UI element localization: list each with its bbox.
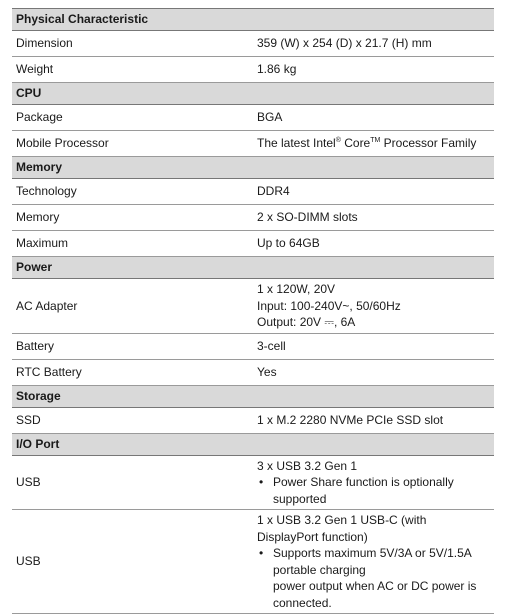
- spec-value: [253, 131, 494, 157]
- section-title: Physical Characteristic: [12, 9, 494, 31]
- spec-row-package: [12, 105, 494, 131]
- bullet-text-continuation: power output when AC or DC power is connected.: [273, 579, 477, 610]
- specification-table: [12, 8, 494, 614]
- spec-row-battery: [12, 333, 494, 359]
- spec-value: [253, 455, 494, 510]
- spec-row-weight: [12, 57, 494, 83]
- section-title: Memory: [12, 157, 494, 179]
- usb-a-bullet-item: [257, 474, 490, 507]
- registered-mark: ®: [335, 137, 341, 145]
- spec-value: [253, 510, 494, 614]
- spec-value: Up to 64GB: [253, 231, 494, 257]
- spec-row-usb-a: [12, 455, 494, 510]
- processor-text-post: Processor Family: [380, 136, 477, 151]
- spec-value: BGA: [253, 105, 494, 131]
- bullet-icon: •: [259, 546, 264, 560]
- spec-row-dimension: [12, 31, 494, 57]
- section-header-io-port: [12, 433, 494, 455]
- section-header-storage: [12, 385, 494, 407]
- spec-value: 359 (W) x 254 (D) x 21.7 (H) mm: [253, 31, 494, 57]
- spec-row-ssd: [12, 407, 494, 433]
- usb-c-bullet-item: [257, 545, 490, 578]
- section-title: I/O Port: [12, 433, 494, 455]
- spec-value: Yes: [253, 359, 494, 385]
- processor-text-pre: The latest Intel: [257, 136, 336, 151]
- spec-label: Battery: [12, 333, 253, 359]
- usb-c-count-line: 1 x USB 3.2 Gen 1 USB-C (with DisplayPort function): [257, 513, 427, 544]
- ac-output-line: Output: 20V ⎓, 6A: [257, 315, 356, 329]
- processor-text-mid: Core: [340, 136, 371, 151]
- section-title: Power: [12, 257, 494, 279]
- spec-value: 1 x M.2 2280 NVMe PCIe SSD slot: [253, 407, 494, 433]
- spec-label: USB: [12, 455, 253, 510]
- trademark-mark: TM: [370, 137, 381, 145]
- spec-row-rtc-battery: [12, 359, 494, 385]
- section-header-physical: [12, 9, 494, 31]
- spec-label: Package: [12, 105, 253, 131]
- bullet-text: Power Share function is optionally supported: [273, 475, 454, 506]
- section-title: CPU: [12, 83, 494, 105]
- spec-value: 2 x SO-DIMM slots: [253, 205, 494, 231]
- section-header-memory: [12, 157, 494, 179]
- spec-value: [253, 279, 494, 334]
- spec-value: 3-cell: [253, 333, 494, 359]
- bullet-icon: •: [259, 475, 264, 489]
- spec-row-technology: [12, 179, 494, 205]
- spec-label: USB: [12, 510, 253, 614]
- section-header-power: [12, 257, 494, 279]
- section-title: Storage: [12, 385, 494, 407]
- spec-row-maximum: [12, 231, 494, 257]
- spec-label: AC Adapter: [12, 279, 253, 334]
- spec-value: 1.86 kg: [253, 57, 494, 83]
- spec-label: Mobile Processor: [12, 131, 253, 157]
- usb-a-count-line: 3 x USB 3.2 Gen 1: [257, 458, 358, 473]
- spec-value: DDR4: [253, 179, 494, 205]
- ac-input-line: Input: 100-240V~, 50/60Hz: [257, 298, 401, 313]
- spec-label: Technology: [12, 179, 253, 205]
- spec-label: SSD: [12, 407, 253, 433]
- ac-rating-line: 1 x 120W, 20V: [257, 282, 336, 296]
- spec-row-ac-adapter: [12, 279, 494, 334]
- spec-label: Weight: [12, 57, 253, 83]
- spec-row-usb-c: [12, 510, 494, 614]
- spec-label: RTC Battery: [12, 359, 253, 385]
- spec-row-mobile-processor: [12, 131, 494, 157]
- spec-row-memory: [12, 205, 494, 231]
- spec-label: Dimension: [12, 31, 253, 57]
- bullet-text: Supports maximum 5V/3A or 5V/1.5A portable charging: [273, 546, 472, 577]
- section-header-cpu: [12, 83, 494, 105]
- spec-label: Memory: [12, 205, 253, 231]
- spec-label: Maximum: [12, 231, 253, 257]
